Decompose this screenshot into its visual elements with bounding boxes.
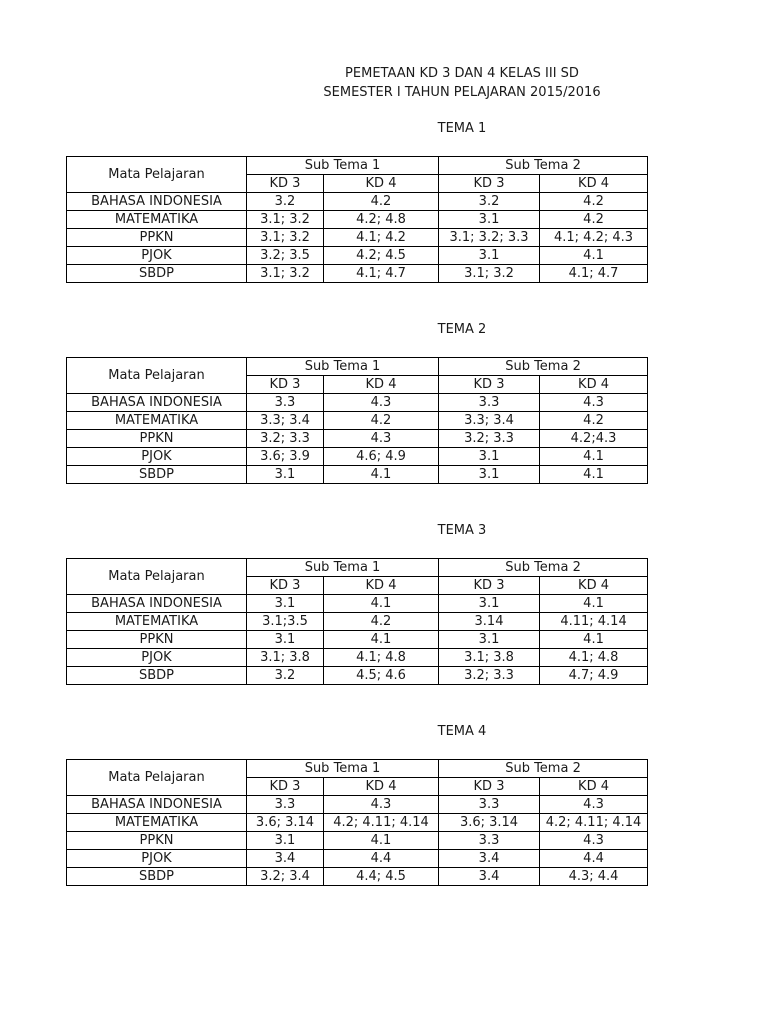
subtema-1-kd3-cell: 3.2; 3.5: [247, 247, 324, 265]
subtema-2-kd3-cell: 3.6; 3.14: [439, 814, 540, 832]
header-row: [67, 559, 648, 577]
subtema-1-kd3-cell: 3.4: [247, 850, 324, 868]
subtema-2-kd4-cell: 4.2: [540, 193, 648, 211]
subtema-1-kd4-cell: 4.3: [324, 430, 439, 448]
kd3-header: KD 3: [247, 376, 324, 394]
subtema-1-kd4-cell: 4.2: [324, 412, 439, 430]
subtema-1-kd3-cell: 3.1;3.5: [247, 613, 324, 631]
subject-cell: PPKN: [67, 229, 247, 247]
subtema-1-kd3-cell: 3.6; 3.14: [247, 814, 324, 832]
subtema-2-kd4-cell: 4.7; 4.9: [540, 667, 648, 685]
table-row: [67, 430, 648, 448]
kd3-header: KD 3: [439, 175, 540, 193]
kd3-header: KD 3: [439, 376, 540, 394]
subtema-2-kd3-cell: 3.1: [439, 631, 540, 649]
subtema-2-kd3-cell: 3.2; 3.3: [439, 430, 540, 448]
subtema-1-kd3-cell: 3.1; 3.2: [247, 265, 324, 283]
subject-column-header: Mata Pelajaran: [67, 760, 247, 796]
subtema-2-kd4-cell: 4.2;4.3: [540, 430, 648, 448]
subtema-2-kd3-cell: 3.1: [439, 211, 540, 229]
kd4-header: KD 4: [540, 175, 648, 193]
subtema-2-kd3-cell: 3.3: [439, 394, 540, 412]
table-row: [67, 466, 648, 484]
table-row: [67, 412, 648, 430]
subtema-2-kd3-cell: 3.14: [439, 613, 540, 631]
table-row: [67, 667, 648, 685]
subject-cell: SBDP: [67, 667, 247, 685]
table-row: [67, 247, 648, 265]
subtema-2-kd3-cell: 3.1: [439, 247, 540, 265]
subtema-2-kd3-cell: 3.1; 3.2; 3.3: [439, 229, 540, 247]
subtema-1-kd3-cell: 3.3; 3.4: [247, 412, 324, 430]
table-row: [67, 265, 648, 283]
subject-column-header: Mata Pelajaran: [67, 559, 247, 595]
subtema-1-kd3-cell: 3.2: [247, 193, 324, 211]
subtema-2-header: Sub Tema 2: [439, 559, 648, 577]
kd-mapping-table: [66, 156, 648, 283]
subtema-2-kd4-cell: 4.3: [540, 832, 648, 850]
table-row: [67, 796, 648, 814]
subject-cell: PJOK: [67, 448, 247, 466]
subtema-1-kd3-cell: 3.1; 3.2: [247, 229, 324, 247]
table-row: [67, 595, 648, 613]
subtema-2-kd4-cell: 4.4: [540, 850, 648, 868]
kd3-header: KD 3: [439, 778, 540, 796]
subtema-1-kd4-cell: 4.1; 4.7: [324, 265, 439, 283]
table-row: [67, 211, 648, 229]
subtema-2-kd3-cell: 3.3: [439, 832, 540, 850]
subtema-2-header: Sub Tema 2: [439, 760, 648, 778]
table-row: [67, 868, 648, 886]
subject-cell: SBDP: [67, 265, 247, 283]
kd3-header: KD 3: [247, 175, 324, 193]
subtema-1-kd4-cell: 4.1: [324, 595, 439, 613]
subtema-1-kd4-cell: 4.4: [324, 850, 439, 868]
subtema-2-kd4-cell: 4.1: [540, 448, 648, 466]
subtema-1-kd3-cell: 3.1: [247, 832, 324, 850]
subtema-2-kd3-cell: 3.1: [439, 448, 540, 466]
subtema-2-kd4-cell: 4.2: [540, 412, 648, 430]
subtema-2-header: Sub Tema 2: [439, 358, 648, 376]
subtema-2-kd4-cell: 4.1: [540, 595, 648, 613]
subject-cell: PPKN: [67, 430, 247, 448]
table-row: [67, 832, 648, 850]
subject-cell: PJOK: [67, 649, 247, 667]
kd3-header: KD 3: [247, 778, 324, 796]
subtema-1-kd3-cell: 3.1; 3.8: [247, 649, 324, 667]
table-row: [67, 649, 648, 667]
table-row: [67, 448, 648, 466]
subtema-2-kd3-cell: 3.1: [439, 595, 540, 613]
subtema-1-kd3-cell: 3.2; 3.4: [247, 868, 324, 886]
document-title-line-2: SEMESTER I TAHUN PELAJARAN 2015/2016: [323, 85, 601, 100]
subtema-1-kd4-cell: 4.1: [324, 631, 439, 649]
subtema-1-kd4-cell: 4.4; 4.5: [324, 868, 439, 886]
subject-cell: MATEMATIKA: [67, 613, 247, 631]
subtema-2-kd4-cell: 4.1; 4.7: [540, 265, 648, 283]
subject-cell: PJOK: [67, 850, 247, 868]
tema-label: TEMA 4: [437, 724, 487, 739]
subtema-1-kd4-cell: 4.6; 4.9: [324, 448, 439, 466]
subtema-2-kd3-cell: 3.1: [439, 466, 540, 484]
subject-cell: PPKN: [67, 631, 247, 649]
kd-mapping-table: [66, 357, 648, 484]
subject-cell: PPKN: [67, 832, 247, 850]
subtema-2-kd3-cell: 3.4: [439, 868, 540, 886]
subtema-1-kd4-cell: 4.2; 4.5: [324, 247, 439, 265]
subtema-1-kd4-cell: 4.1; 4.8: [324, 649, 439, 667]
subtema-1-kd3-cell: 3.6; 3.9: [247, 448, 324, 466]
subtema-1-kd4-cell: 4.5; 4.6: [324, 667, 439, 685]
subtema-2-kd4-cell: 4.3: [540, 394, 648, 412]
subject-cell: MATEMATIKA: [67, 412, 247, 430]
document-title-line-1: PEMETAAN KD 3 DAN 4 KELAS III SD: [345, 66, 579, 81]
subtema-2-kd4-cell: 4.2: [540, 211, 648, 229]
subtema-1-kd3-cell: 3.3: [247, 394, 324, 412]
tema-label: TEMA 1: [437, 121, 487, 136]
subtema-2-kd4-cell: 4.1; 4.8: [540, 649, 648, 667]
subject-cell: BAHASA INDONESIA: [67, 595, 247, 613]
subtema-1-kd3-cell: 3.1; 3.2: [247, 211, 324, 229]
subtema-1-kd4-cell: 4.2: [324, 193, 439, 211]
kd3-header: KD 3: [439, 577, 540, 595]
subtema-2-kd3-cell: 3.1; 3.8: [439, 649, 540, 667]
table-row: [67, 394, 648, 412]
subtema-1-header: Sub Tema 1: [247, 559, 439, 577]
subtema-2-kd3-cell: 3.4: [439, 850, 540, 868]
subject-column-header: Mata Pelajaran: [67, 358, 247, 394]
subtema-2-kd4-cell: 4.11; 4.14: [540, 613, 648, 631]
subtema-2-kd4-cell: 4.1: [540, 247, 648, 265]
subtema-1-header: Sub Tema 1: [247, 358, 439, 376]
subtema-2-kd4-cell: 4.1; 4.2; 4.3: [540, 229, 648, 247]
kd4-header: KD 4: [540, 577, 648, 595]
subtema-2-kd3-cell: 3.3; 3.4: [439, 412, 540, 430]
subtema-2-kd3-cell: 3.2; 3.3: [439, 667, 540, 685]
subject-cell: SBDP: [67, 868, 247, 886]
kd4-header: KD 4: [540, 778, 648, 796]
subtema-1-kd3-cell: 3.2: [247, 667, 324, 685]
subtema-2-kd4-cell: 4.1: [540, 631, 648, 649]
kd4-header: KD 4: [324, 577, 439, 595]
subject-cell: BAHASA INDONESIA: [67, 193, 247, 211]
header-row: [67, 358, 648, 376]
subtema-1-kd4-cell: 4.2: [324, 613, 439, 631]
subtema-1-kd4-cell: 4.1: [324, 466, 439, 484]
table-row: [67, 229, 648, 247]
subject-cell: SBDP: [67, 466, 247, 484]
subtema-2-kd4-cell: 4.3: [540, 796, 648, 814]
subtema-1-kd3-cell: 3.3: [247, 796, 324, 814]
subtema-1-kd3-cell: 3.1: [247, 466, 324, 484]
subtema-1-header: Sub Tema 1: [247, 157, 439, 175]
tema-label: TEMA 3: [437, 523, 487, 538]
subtema-1-kd3-cell: 3.1: [247, 595, 324, 613]
subtema-2-kd4-cell: 4.2; 4.11; 4.14: [540, 814, 648, 832]
subtema-1-kd3-cell: 3.2; 3.3: [247, 430, 324, 448]
kd-mapping-table: [66, 759, 648, 886]
subtema-1-kd4-cell: 4.3: [324, 394, 439, 412]
table-row: [67, 613, 648, 631]
subtema-2-kd4-cell: 4.1: [540, 466, 648, 484]
table-row: [67, 193, 648, 211]
subtema-1-kd4-cell: 4.3: [324, 796, 439, 814]
subject-cell: MATEMATIKA: [67, 814, 247, 832]
kd-mapping-table: [66, 558, 648, 685]
subtema-2-kd3-cell: 3.1; 3.2: [439, 265, 540, 283]
subtema-1-kd4-cell: 4.2; 4.8: [324, 211, 439, 229]
subtema-2-kd3-cell: 3.3: [439, 796, 540, 814]
subtema-2-kd4-cell: 4.3; 4.4: [540, 868, 648, 886]
kd4-header: KD 4: [324, 376, 439, 394]
kd4-header: KD 4: [540, 376, 648, 394]
subtema-1-kd4-cell: 4.1: [324, 832, 439, 850]
subtema-2-header: Sub Tema 2: [439, 157, 648, 175]
header-row: [67, 157, 648, 175]
kd4-header: KD 4: [324, 778, 439, 796]
subtema-1-kd3-cell: 3.1: [247, 631, 324, 649]
table-row: [67, 814, 648, 832]
subject-cell: BAHASA INDONESIA: [67, 796, 247, 814]
table-row: [67, 631, 648, 649]
subject-cell: PJOK: [67, 247, 247, 265]
tema-label: TEMA 2: [437, 322, 487, 337]
subject-cell: BAHASA INDONESIA: [67, 394, 247, 412]
table-row: [67, 850, 648, 868]
subject-cell: MATEMATIKA: [67, 211, 247, 229]
subtema-2-kd3-cell: 3.2: [439, 193, 540, 211]
subtema-1-kd4-cell: 4.2; 4.11; 4.14: [324, 814, 439, 832]
header-row: [67, 760, 648, 778]
subtema-1-header: Sub Tema 1: [247, 760, 439, 778]
subject-column-header: Mata Pelajaran: [67, 157, 247, 193]
kd3-header: KD 3: [247, 577, 324, 595]
subtema-1-kd4-cell: 4.1; 4.2: [324, 229, 439, 247]
kd4-header: KD 4: [324, 175, 439, 193]
